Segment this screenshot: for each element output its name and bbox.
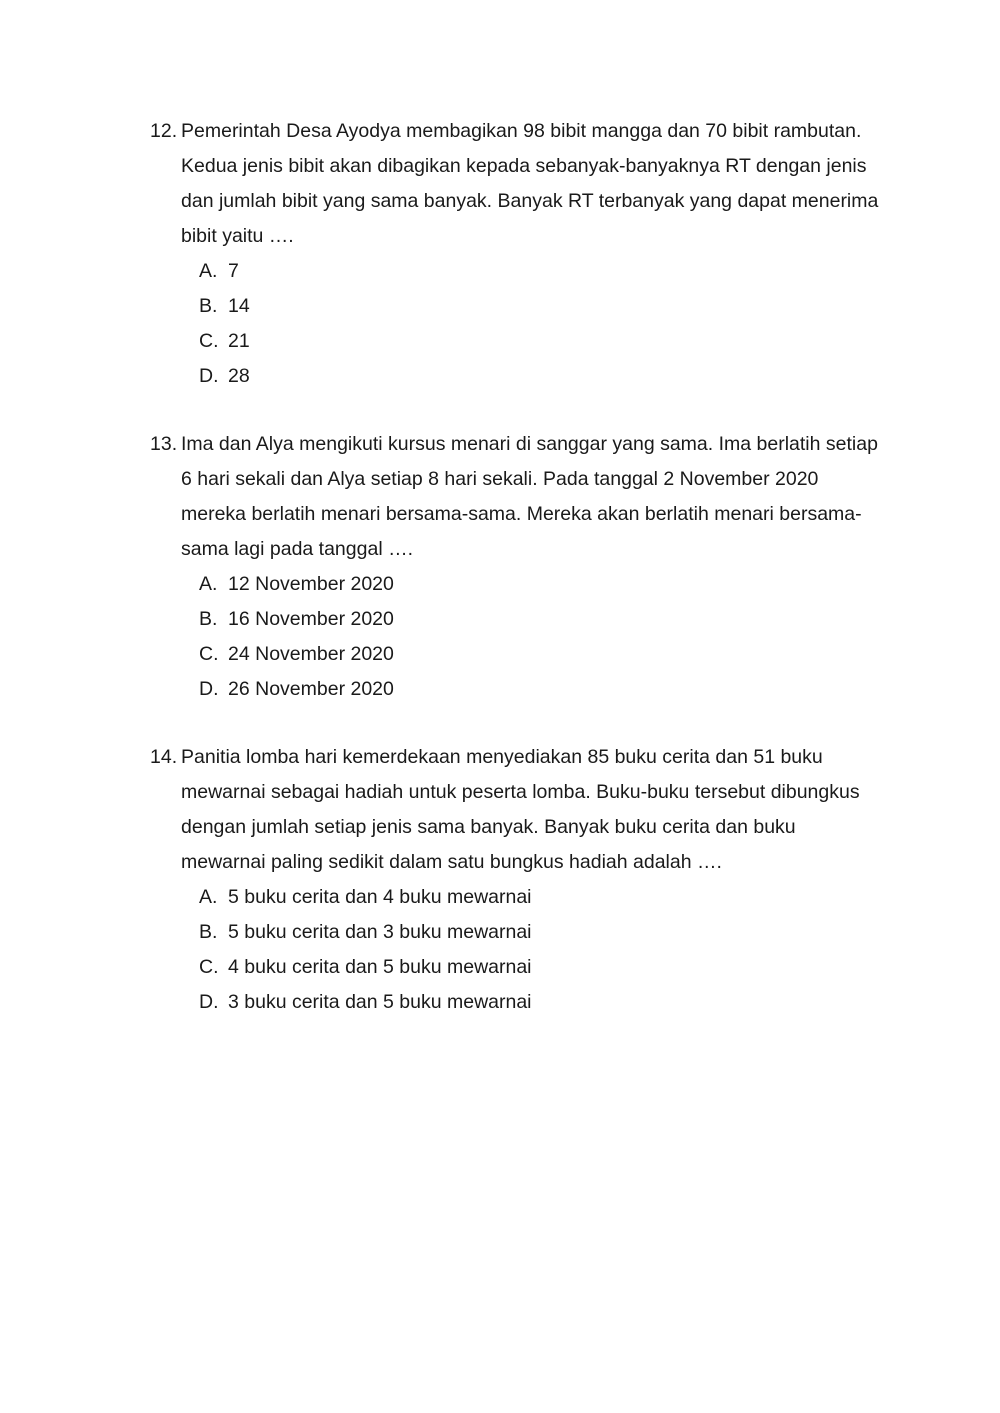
answer-options (199, 254, 880, 394)
question-12 (150, 114, 880, 394)
option-letter: C. (199, 330, 219, 352)
option-letter: B. (199, 295, 218, 317)
option-b[interactable] (199, 602, 880, 637)
answer-options (199, 880, 880, 1020)
option-letter: C. (199, 643, 219, 665)
option-letter: A. (199, 886, 218, 908)
option-d[interactable] (199, 985, 880, 1020)
question-text: Pemerintah Desa Ayodya membagikan 98 bibit mangga dan 70 bibit rambutan. Kedua jenis bibit akan dibagikan kepada sebanyak-banyaknya RT dengan jenis dan jumlah bibit yang sama banyak. Banyak RT terbanyak yang dapat menerima bibit yaitu …. (181, 120, 879, 247)
option-text: 26 November 2020 (228, 678, 394, 700)
option-a[interactable] (199, 880, 880, 915)
option-text: 28 (228, 365, 250, 387)
question-text: Panitia lomba hari kemerdekaan menyediakan 85 buku cerita dan 51 buku mewarnai sebagai hadiah untuk peserta lomba. Buku-buku tersebut dibungkus dengan jumlah setiap jenis sama banyak. Banyak buku cerita dan buku mewarnai paling sedikit dalam satu bungkus hadiah adalah …. (181, 746, 860, 873)
option-b[interactable] (199, 289, 880, 324)
question-14 (150, 740, 880, 1020)
question-number: 12. (150, 120, 178, 142)
question-number: 13. (150, 433, 178, 455)
option-text: 4 buku cerita dan 5 buku mewarnai (228, 956, 532, 978)
option-letter: B. (199, 608, 218, 630)
option-a[interactable] (199, 567, 880, 602)
option-letter: D. (199, 678, 219, 700)
option-c[interactable] (199, 950, 880, 985)
option-d[interactable] (199, 359, 880, 394)
option-text: 12 November 2020 (228, 573, 394, 595)
option-text: 21 (228, 330, 250, 352)
option-letter: A. (199, 573, 218, 595)
option-text: 24 November 2020 (228, 643, 394, 665)
option-letter: C. (199, 956, 219, 978)
option-text: 5 buku cerita dan 3 buku mewarnai (228, 921, 532, 943)
option-text: 14 (228, 295, 250, 317)
question-number: 14. (150, 746, 178, 768)
option-letter: A. (199, 260, 218, 282)
option-letter: B. (199, 921, 218, 943)
option-text: 3 buku cerita dan 5 buku mewarnai (228, 991, 532, 1013)
option-c[interactable] (199, 637, 880, 672)
option-a[interactable] (199, 254, 880, 289)
option-letter: D. (199, 991, 219, 1013)
question-text: Ima dan Alya mengikuti kursus menari di sanggar yang sama. Ima berlatih setiap 6 hari sekali dan Alya setiap 8 hari sekali. Pada tanggal 2 November 2020 mereka berlatih menari bersama-sama. Mereka akan berlatih menari bersama-sama lagi pada tanggal …. (181, 433, 878, 560)
question-stem (150, 427, 880, 567)
option-text: 5 buku cerita dan 4 buku mewarnai (228, 886, 532, 908)
question-stem (150, 740, 880, 880)
option-b[interactable] (199, 915, 880, 950)
option-text: 16 November 2020 (228, 608, 394, 630)
question-13 (150, 427, 880, 707)
option-text: 7 (228, 260, 239, 282)
option-c[interactable] (199, 324, 880, 359)
option-letter: D. (199, 365, 219, 387)
option-d[interactable] (199, 672, 880, 707)
question-stem (150, 114, 880, 254)
answer-options (199, 567, 880, 707)
